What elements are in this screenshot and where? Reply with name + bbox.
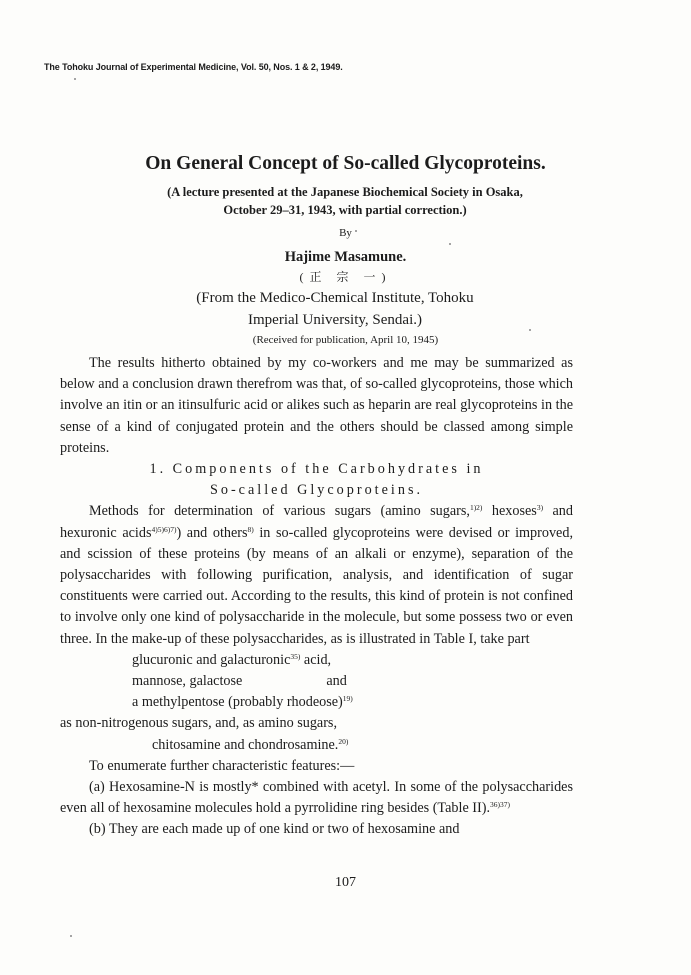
reference-mark: 3) (536, 503, 544, 513)
sugar-text: chitosamine and chondrosamine. (152, 736, 339, 753)
sugar-line (60, 735, 573, 756)
sugar-text: mannose, galactose (132, 673, 243, 690)
reference-mark: 36)37) (490, 800, 511, 810)
article-subtitle (90, 183, 600, 219)
section-heading (60, 459, 573, 501)
article-body (60, 353, 573, 841)
by-line: By (339, 227, 352, 239)
methods-paragraph (60, 501, 573, 649)
sugar-text: a methylpentose (probably rhodeose) (132, 694, 343, 711)
section-heading-line-2: So-called Glycoproteins. (209, 482, 424, 499)
feature-a (60, 777, 573, 819)
sugar-line (60, 692, 573, 713)
reference-mark: 20) (338, 736, 349, 746)
page-number: 107 (335, 875, 356, 890)
affiliation-line-1: (From the Medico-Chemical Institute, Tohoku (196, 290, 474, 306)
sugar-line (60, 650, 573, 671)
intro-paragraph: The results hitherto obtained by my co-workers and me may be summarized as below and a conclusion drawn therefrom was that, of so-called glycoproteins, those which involve an itin or an itinsulfuric acid or alikes such as heparin are real glycoproteins in the sense of a kind of conjugated protein and the others should be classed among simple proteins. (60, 355, 573, 456)
reference-mark: 1)2) (469, 503, 483, 513)
author-native-name: (正 宗 一) (299, 270, 392, 284)
sugar-line: as non-nitrogenous sugars, and, as amino sugars, (60, 715, 338, 732)
section-heading-line-1: 1. Components of the Carbohydrates in (149, 461, 484, 478)
sugar-line (60, 671, 573, 692)
sugar-text: acid, (300, 651, 332, 668)
enumerate-intro: To enumerate further characteristic features:— (89, 757, 355, 774)
methods-text: in so-called glycoproteins were devised or improved, and scission of these proteins (by means of an alkali or enzyme), separation of the polysaccharides with following purification, analysis, and identification of sugar constituents were carried out. According to the results, this kind of protein is not confined to involve only one kind of polysaccharide in the molecule, but some possess two or even three. In the make-up of these polysaccharides, as is illustrated in Table I, take part (60, 524, 573, 647)
print-speck (74, 78, 76, 80)
affiliation-line-2: Imperial University, Sendai.) (248, 312, 422, 328)
feature-a-text: (a) Hexosamine-N is mostly* combined with acetyl. In some of the polysaccharides even all of hexosamine molecules hold a pyrrolidine ring besides (Table II). (60, 779, 573, 817)
methods-text: Methods for determination of various sugars (amino sugars, (89, 503, 470, 520)
affiliation (120, 287, 550, 331)
reference-mark: 8) (247, 524, 254, 534)
reference-mark: 19) (342, 694, 353, 704)
methods-text: hexoses (482, 503, 537, 520)
article-title: On General Concept of So-called Glycoproteins. (145, 153, 546, 174)
sugar-text: and (326, 673, 347, 690)
print-speck (449, 243, 451, 245)
subtitle-line-1: (A lecture presented at the Japanese Biochemical Society in Osaka, (167, 185, 523, 199)
received-date: (Received for publication, April 10, 1945) (252, 334, 439, 346)
print-speck (529, 329, 531, 331)
running-head: The Tohoku Journal of Experimental Medicine, Vol. 50, Nos. 1 & 2, 1949. (44, 62, 343, 72)
methods-text: and hexuronic acids (60, 503, 573, 541)
subtitle-line-2: October 29–31, 1943, with partial correction.) (223, 203, 467, 217)
sugar-text: glucuronic and galacturonic (132, 651, 291, 668)
reference-mark: 35) (290, 651, 301, 661)
print-speck (70, 935, 72, 937)
print-speck (355, 230, 357, 232)
methods-text: ) and others (176, 524, 248, 541)
reference-mark: 4)5)6)7) (151, 524, 177, 534)
author-name: Hajime Masamune. (284, 249, 407, 265)
feature-b: (b) They are each made up of one kind or two of hexosamine and (89, 821, 460, 838)
